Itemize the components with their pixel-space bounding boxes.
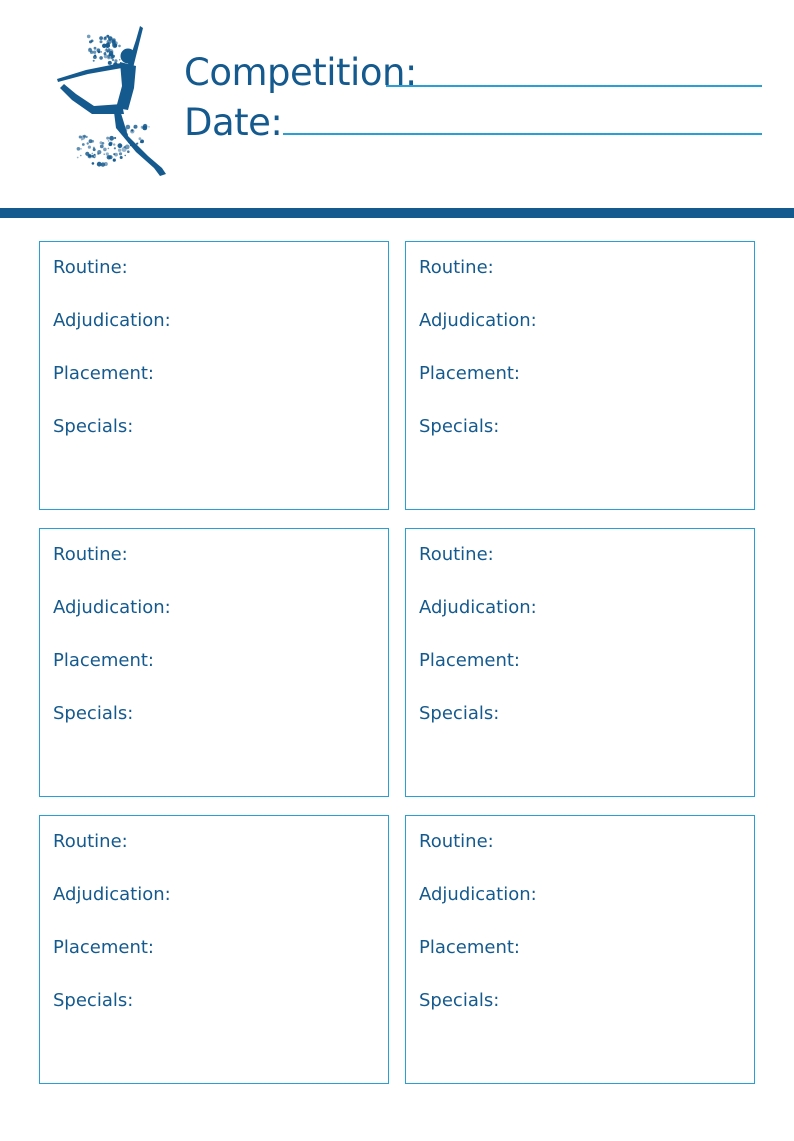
sparkle-dot	[82, 143, 85, 146]
sparkle-dot	[110, 55, 114, 59]
competition-field	[184, 51, 417, 94]
sparkle-dot	[80, 155, 82, 157]
sparkle-dot	[98, 51, 101, 54]
sparkle-dot	[93, 60, 95, 62]
sparkle-dot	[114, 41, 118, 45]
sparkle-dot	[102, 142, 105, 145]
routine-label: Routine:	[53, 831, 128, 852]
sparkle-dot	[107, 57, 110, 60]
specials-label: Specials:	[419, 703, 500, 724]
sparkle-dot	[125, 155, 126, 156]
sparkle-dot	[92, 162, 95, 165]
sparkle-dot	[113, 143, 115, 145]
sparkle-dot	[106, 152, 109, 155]
score-card	[39, 815, 389, 1084]
adjudication-label: Adjudication:	[419, 597, 537, 618]
sparkle-dot	[113, 159, 116, 162]
score-card	[405, 528, 755, 797]
sparkle-dot	[114, 137, 116, 139]
sparkle-dot	[104, 38, 106, 40]
sparkle-dot	[114, 153, 118, 157]
routine-label: Routine:	[53, 257, 128, 278]
score-card	[405, 241, 755, 510]
sparkle-dot	[108, 140, 110, 142]
adjudication-label: Adjudication:	[419, 310, 537, 331]
sparkle-dot	[94, 55, 96, 57]
sparkle-dot	[137, 142, 139, 144]
placement-label: Placement:	[419, 937, 520, 958]
sparkle-dot	[109, 136, 114, 141]
sparkle-dot	[118, 143, 123, 148]
sparkle-dot	[77, 157, 79, 159]
competition-input-line[interactable]	[386, 85, 762, 87]
sparkle-dot	[148, 126, 149, 127]
sparkle-dot	[97, 150, 101, 154]
sparkle-dot	[119, 152, 122, 155]
sparkle-dot	[87, 35, 91, 39]
sparkle-dot	[94, 47, 97, 50]
adjudication-label: Adjudication:	[53, 310, 171, 331]
sparkle-dot	[88, 146, 91, 149]
specials-label: Specials:	[53, 703, 134, 724]
sparkle-dot	[100, 51, 102, 53]
sparkle-dot	[119, 59, 120, 60]
adjudication-label: Adjudication:	[419, 884, 537, 905]
placement-label: Placement:	[419, 363, 520, 384]
placement-label: Placement:	[53, 650, 154, 671]
sparkle-dot	[93, 51, 96, 54]
score-card	[39, 241, 389, 510]
sparkle-dot	[105, 52, 107, 54]
sparkle-dot	[126, 125, 131, 130]
sparkle-dot	[108, 36, 113, 41]
placement-label: Placement:	[419, 650, 520, 671]
adjudication-label: Adjudication:	[53, 597, 171, 618]
dancer-figure	[57, 26, 166, 176]
sparkle-dot	[104, 162, 108, 166]
sparkle-dot	[122, 147, 127, 152]
specials-label: Specials:	[419, 416, 500, 437]
sparkle-dot	[114, 147, 116, 149]
sparkle-dot	[114, 59, 117, 62]
specials-label: Specials:	[53, 416, 134, 437]
competition-label: Competition:	[184, 51, 417, 94]
sparkle-dot	[81, 139, 83, 141]
sparkle-dot	[104, 154, 105, 155]
sparkle-dot	[103, 148, 107, 152]
sparkle-dot	[88, 48, 92, 52]
sparkle-dot	[83, 135, 86, 138]
sparkle-dot	[91, 40, 94, 43]
sparkle-dot	[89, 139, 93, 143]
score-card	[39, 528, 389, 797]
placement-label: Placement:	[53, 363, 154, 384]
sparkle-dot	[108, 148, 110, 150]
date-input-line[interactable]	[283, 133, 762, 135]
sparkle-dot	[140, 141, 142, 143]
date-field	[184, 101, 283, 144]
dancer-silhouette-icon	[24, 16, 174, 182]
sparkle-dot	[94, 154, 96, 156]
sparkle-dot	[88, 154, 92, 158]
sparkle-dot	[77, 147, 81, 151]
routine-label: Routine:	[419, 257, 494, 278]
score-card	[405, 815, 755, 1084]
sparkle-dot	[106, 137, 109, 140]
sparkle-dot	[127, 150, 130, 153]
adjudication-label: Adjudication:	[53, 884, 171, 905]
sparkle-dot	[134, 127, 136, 129]
specials-label: Specials:	[419, 990, 500, 1011]
sparkle-dot	[108, 142, 112, 146]
date-label: Date:	[184, 101, 283, 144]
sparkle-dot	[106, 48, 107, 49]
routine-label: Routine:	[53, 544, 128, 565]
specials-label: Specials:	[53, 990, 134, 1011]
sparkle-dot	[118, 45, 121, 48]
sparkle-dot	[87, 142, 89, 144]
sparkle-dot	[93, 147, 95, 149]
routine-label: Routine:	[419, 544, 494, 565]
sparkle-dot	[100, 40, 103, 43]
header-divider	[0, 208, 794, 218]
placement-label: Placement:	[53, 937, 154, 958]
sparkle-dot	[99, 56, 103, 60]
sparkle-dot	[139, 137, 142, 140]
sparkle-dot	[130, 129, 134, 133]
sparkle-dot	[104, 54, 108, 58]
sparkle-dot	[108, 61, 112, 65]
sparkle-dot	[108, 155, 112, 159]
sparkle-dot	[80, 148, 81, 149]
sparkle-dot	[92, 153, 94, 155]
sparkle-dot	[143, 124, 148, 129]
sparkle-dot	[100, 145, 104, 149]
sparkle-dot	[99, 36, 103, 40]
sparkle-dot	[118, 149, 121, 152]
sparkle-dot	[120, 156, 123, 159]
sparkle-dot	[112, 59, 114, 61]
routine-label: Routine:	[419, 831, 494, 852]
